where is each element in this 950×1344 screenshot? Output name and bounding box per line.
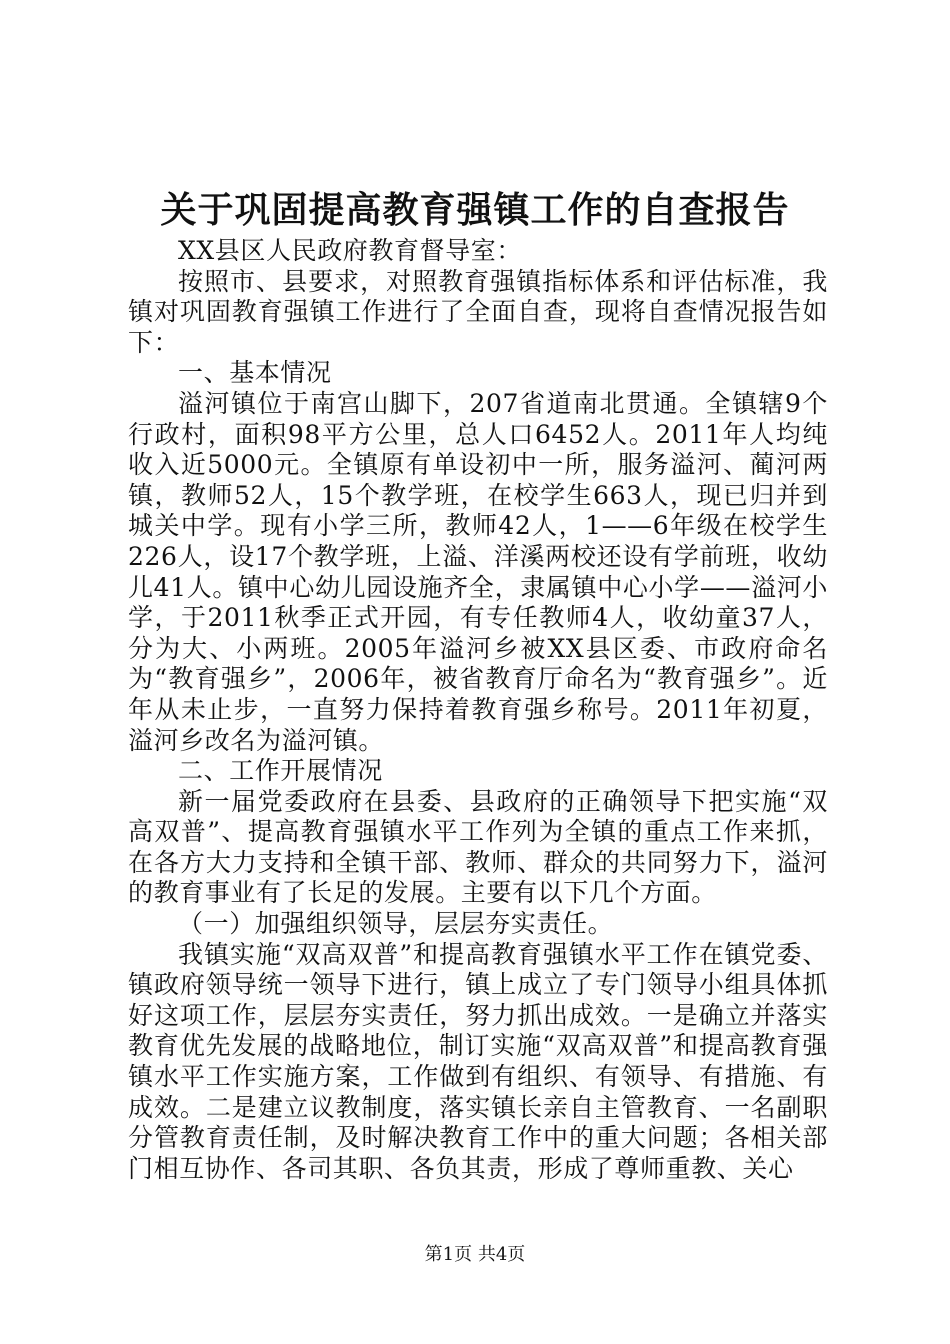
page-footer: 第1页 共4页 <box>424 1244 526 1265</box>
subsection-paragraph-1: 我镇实施“双高双普”和提高教育强镇水平工作在镇党委、镇政府领导统一领导下进行，镇上成立了专门领导小组具体抓好这项工作，层层夯实责任，努力抓出成效。一是确立并落实教育优先发展的战略地位，制订实施“双高双普”和提高教育强镇水平工作实施方案，工作做到有组织、有领导、有措施、有成效。二是建立议教制度，落实镇长亲自主管教育、一名副职分管教育责任制，及时解决教育工作中的重大问题；各相关部门相互协作、各司其职、各负其责，形成了尊师重教、关心 <box>128 939 828 1183</box>
section-heading-basic: 一、基本情况 <box>178 358 332 388</box>
work-intro-paragraph: 新一届党委政府在县委、县政府的正确领导下把实施“双高双普”、提高教育强镇水平工作列为全镇的重点工作来抓，在各方大力支持和全镇干部、教师、群众的共同努力下，溢河的教育事业有了长足的发展。主要有以下几个方面。 <box>128 786 828 908</box>
document-title: 关于巩固提高教育强镇工作的自查报告 <box>160 189 790 231</box>
subsection-heading-1: （一）加强组织领导，层层夯实责任。 <box>178 909 614 939</box>
intro-paragraph: 按照市、县要求，对照教育强镇指标体系和评估标准，我镇对巩固教育强镇工作进行了全面自查，现将自查情况报告如下： <box>128 266 828 357</box>
basic-situation-paragraph: 溢河镇位于南宫山脚下，207省道南北贯通。全镇辖9个行政村，面积98平方公里，总人口6452人。2011年人均纯收入近5000元。全镇原有单设初中一所，服务溢河、蔺河两镇，教师52人，15个教学班，在校学生663人，现已归并到城关中学。现有小学三所，教师42人，1——6年级在校学生226人，设17个教学班，上溢、洋溪两校还设有学前班，收幼儿41人。镇中心幼儿园设施齐全，隶属镇中心小学——溢河小学，于2011秋季正式开园，有专任教师4人，收幼童37人，分为大、小两班。2005年溢河乡被XX县区委、市政府命名为“教育强乡”，2006年，被省教育厅命名为“教育强乡”。近年从未止步，一直努力保持着教育强乡称号。2011年初夏，溢河乡改名为溢河镇。 <box>128 388 828 755</box>
addressee-line: XX县区人民政府教育督导室： <box>178 236 522 265</box>
section-heading-work: 二、工作开展情况 <box>178 756 383 786</box>
document-body <box>128 236 828 1184</box>
